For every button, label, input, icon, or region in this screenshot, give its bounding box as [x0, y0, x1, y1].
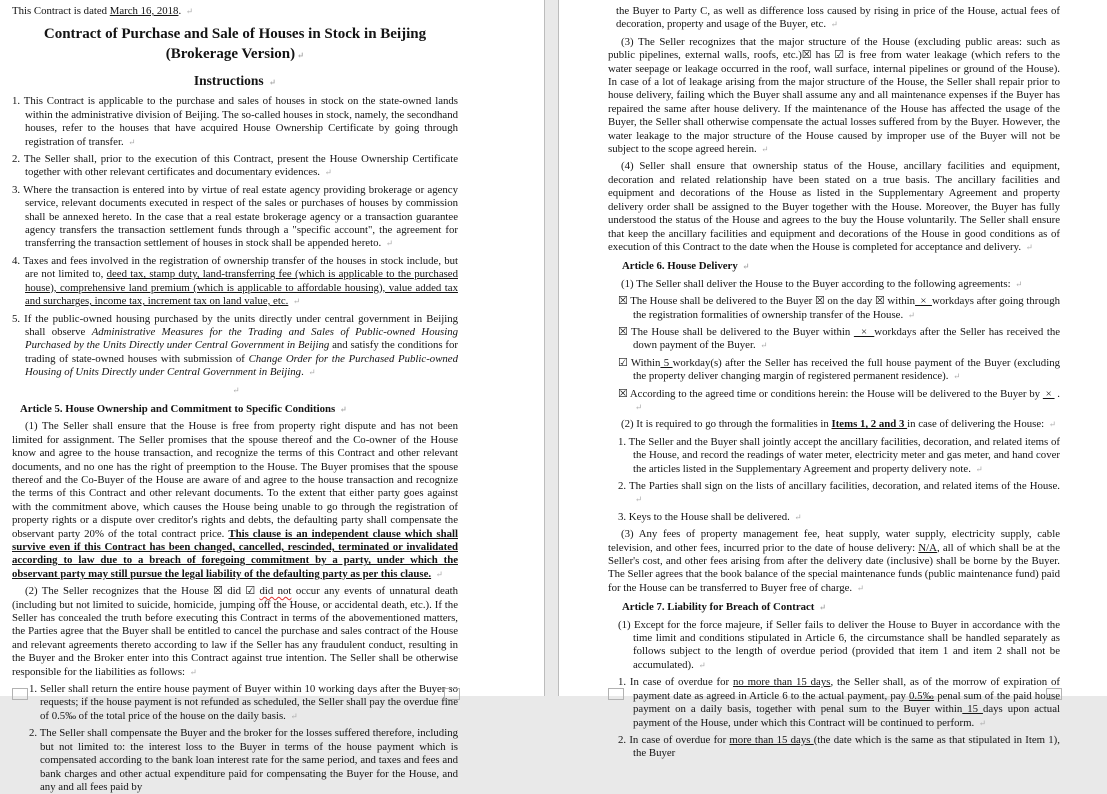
text-run: 3. Keys to the House shall be delivered. — [618, 510, 793, 523]
text-run: 1. The Seller and the Buyer shall jointly accept the ancillary facilities, decoration, and related items of the House, and record the readings of water meter, electricity meter and gas meter, and hand cover the articles listed in the Supplementary Agreement and property delivery note. — [618, 435, 1060, 475]
text-run: 2. The Parties shall sign on the lists of ancillary facilities, decoration, and related items of the House. — [618, 480, 1060, 492]
text-run: ☒ According to the agreed time or conditions herein: the House will be delivered to the Buyer by — [618, 387, 1043, 400]
text-run: 3. Where the transaction is entered into by virtue of real estate agency providing brokerage or agency service, relevant documents executed in respect of the sales or purchases of houses by commission shall be annexed hereto. In the case that a real estate brokerage agency or a transaction guarantee agency transfers the transaction settlement funds through a "specific account", the agreement for transferring the transaction settlement of houses in stock shall be appended hereto. — [12, 183, 458, 250]
text-run: workday(s) after the Seller has received the full house payment of the Buyer (excluding the property deliver changing margin of registered permanent residence). — [633, 356, 1061, 383]
text-run: ☒ The House shall be delivered to the Buyer within — [618, 325, 854, 338]
text-run: Contract of Purchase and Sale of Houses in Stock in Beijing (Brokerage Version) — [43, 26, 427, 63]
text-run: (4) Seller shall ensure that ownership status of the House, ancillary facilities and equipment, decoration and related relationship have been stated on a true basis. The ancillary facilities and equipment and decorations of the House as listed in the Supplementary Agreement and property delivery order shall be assigned to the Buyer together with the House. Moreover, the Buyer has fully understood the status of the House and agrees to the buy the House voluntarily. The Seller shall ensure that keep the ancillary facilities and equipment and decorations of the House in good conditions as of execution of this Contract to the date when the House is completed for acceptance and delivery. — [608, 160, 1060, 253]
overdue-item-1 — [618, 676, 1060, 730]
liability-item-1 — [29, 683, 458, 723]
text-run: Article 5. House Ownership and Commitment to Specific Conditions — [20, 402, 338, 415]
text-run: ☒ The House shall be delivered to the Buyer ☒ on the day ☒ within — [618, 295, 916, 308]
article-7-heading — [608, 601, 1060, 614]
instruction-item-5 — [12, 313, 458, 380]
paragraph-mark: ↵ — [1015, 278, 1023, 289]
paragraph-mark: ↵ — [978, 717, 987, 728]
formality-item-1 — [618, 436, 1060, 476]
paragraph-mark: ↵ — [907, 309, 915, 320]
text-run: Items 1, 2 and 3 — [831, 418, 908, 431]
article-7-para-1 — [618, 619, 1060, 673]
empty-paragraph — [12, 384, 458, 397]
liability-item-2-continuation — [616, 5, 1060, 32]
text-run: (3) Any fees of property management fee, heat supply, water supply, electricity supply, cable television, and other fees, incurred prior to the date of house delivery: — [608, 528, 1060, 554]
text-run: Article 6. House Delivery — [622, 260, 741, 273]
text-run: This Contract is dated — [12, 5, 110, 17]
text-run: in case of delivering the House: — [907, 418, 1047, 431]
article-6-heading — [608, 260, 1060, 273]
text-run: 4. Taxes and fees involved in the registration of ownership transfer of the houses in stock include, but are not limited to, — [12, 254, 458, 281]
text-run: . — [178, 5, 184, 17]
article-5-para-4 — [608, 160, 1060, 254]
paragraph-mark: ↵ — [189, 666, 197, 677]
text-run: the Buyer to Party C, as well as difference loss caused by rising in price of the House, actual fees of decoration, property and usage of the Buyer, etc. — [616, 5, 1060, 31]
text-run: (3) The Seller recognizes that the major structure of the House (excluding public areas: such as public pipelines, external walls, roofs, etc.)☒ has ☑ is free from water leakage (which refers to the water seepage or leakage occurred in the roof, wall surface, internal pipelines or ground of the House). In case of a lot of leakage arising from the major structure of the House, the Seller shall repair prior to house delivery, failing which the Buyer shall assume any and all maintenance expenses if the Buyer has repaired the same after house delivery. If the maintenance of the House has affected the usage of the Buyer, the Seller shall otherwise compensate the actual losses suffered from by the Buyer. However, the water leakage to the major structure of the House caused by improper use of the Buyer will not be subject to the scope agreed herein. — [608, 35, 1060, 156]
text-run: . — [301, 366, 307, 379]
paragraph-mark: ↵ — [856, 582, 864, 593]
paragraph-mark: ↵ — [293, 296, 301, 307]
text-run: Article 7. Liability for Breach of Contract — [622, 601, 818, 614]
text-run: (2) The Seller recognizes that the House ☒ did ☑ — [25, 585, 260, 598]
article-5-para-2 — [12, 585, 458, 679]
text-run: (1) The Seller shall ensure that the House is free from property right dispute and has not been limited for assignment. The Seller promises that the spouse thereof and the Co-owner of the House know and agree to the house transaction, and recognize the terms of this Contract and other relevant documents, and no one has the right of preemption to the House. The Buyer promises that the spouse thereof and the Co-Buyer of the House are aware of and agree to the house transaction and recognize the terms of this Contract and other relevant documents. To the extent that either party goes against with the commitment above, which causes the House being unable to go through the registration of property rights or a dispute over creditor's rights and debts, the defaulting party shall compensate the observant party 20% of the total contract price. — [12, 420, 458, 540]
paragraph-mark: ↵ — [290, 710, 298, 721]
paragraph-mark: ↵ — [297, 50, 305, 61]
text-boundary-mark — [444, 688, 460, 700]
article-6-para-2 — [608, 418, 1060, 431]
text-run: . — [1054, 387, 1060, 400]
text-run: This clause is an independent clause which shall survive even if this Contract has been changed, cancelled, rescinded, terminated or invalidated according to law due to a breach of foregoing commitment by a party, under which the observant party may still pursue the legal liability of the defaulting party as per this clause. — [12, 527, 458, 580]
paragraph-mark: ↵ — [269, 77, 277, 88]
paragraph-mark: ↵ — [308, 367, 316, 378]
text-run: did not — [259, 585, 292, 598]
text-run: 15 — [962, 703, 983, 716]
text-run: ☑ Within — [618, 356, 661, 369]
text-run: occur any events of unnatural death (including but not limited to suicide, homicide, jumping off the House, or accidental death, etc.). If the Seller has concealed the truth before executing this Contract in terms of the abovementioned matters, the Parties agree that the Buyer shall be entitled to cancel the purchase and sales contract of the House and relevant agreements thereto according to law if the Seller has any fraudulent conduct, resulting in the Buyer and the Broker enter into this Contract against true intention. The Seller shall be otherwise responsible for the liabilities as follows: — [12, 585, 459, 678]
text-run: 1. In case of overdue for — [618, 676, 733, 689]
text-run: 1. Seller shall return the entire house payment of Buyer within 10 working days after the Buyer so requests; if the house payment is not refunded as scheduled, the Seller shall pay the overdue fine of 0.5‰ of the total price of the house on the daily basis. — [29, 683, 458, 722]
text-run: 2. The Seller shall, prior to the execution of this Contract, present the House Ownership Certificate together with other relevant certificates and documentary evidences. — [12, 153, 458, 179]
instructions-heading — [12, 72, 458, 91]
paragraph-mark: ↵ — [1025, 241, 1033, 252]
text-run: 2. In case of overdue for — [618, 733, 730, 746]
paragraph-mark: ↵ — [635, 494, 643, 505]
text-run: workdays after the Seller has received the down payment of the Buyer. — [633, 325, 1061, 352]
text-run: 2. The Seller shall compensate the Buyer and the broker for the losses suffered therefore, including but not limited to: the interest loss to the Buyer in terms of the house payment which is compensated according to the bank loan interest rate for the same period, and taxes and fees and bank charges and other actual expenditure paid for compensating the Buyer for the House, and any and all fees paid by — [29, 727, 458, 793]
text-run: × — [915, 295, 932, 308]
instruction-item-3 — [12, 184, 458, 251]
text-run: (1) The Seller shall deliver the House to the Buyer according to the following agreements: — [621, 277, 1014, 290]
formality-item-2 — [618, 480, 1060, 507]
text-run: 1. This Contract is applicable to the purchase and sales of houses in stock on the state-owned lands within the administrative division of Beijing. The so-called houses in stock, namely, the secondhand houses, refer to the houses that have acquired House Ownership Certificate by going through registration of transfer. — [12, 95, 458, 148]
paragraph-mark: ↵ — [830, 19, 838, 30]
instruction-item-4 — [12, 255, 458, 309]
text-run: and satisfy the conditions for trading of state-owned houses with submission of — [25, 339, 459, 365]
instruction-item-2 — [12, 153, 458, 180]
paragraph-mark: ↵ — [953, 371, 961, 382]
paragraph-mark: ↵ — [819, 602, 827, 613]
text-boundary-mark — [1046, 688, 1062, 700]
article-5-para-1 — [12, 420, 458, 581]
paragraph-mark: ↵ — [185, 6, 193, 16]
formality-item-3 — [618, 511, 1060, 524]
text-run: March 16, 2018 — [109, 5, 179, 17]
paragraph-mark: ↵ — [232, 384, 240, 395]
overdue-item-2 — [618, 734, 1060, 761]
article-6-para-3 — [608, 528, 1060, 595]
paragraph-mark: ↵ — [760, 340, 768, 351]
article-6-para-1 — [608, 278, 1060, 291]
text-run: 5 — [660, 356, 673, 369]
delivery-option-1 — [618, 295, 1060, 322]
liability-item-2 — [29, 727, 458, 794]
paragraph-mark: ↵ — [339, 403, 348, 414]
text-run: × — [1042, 387, 1055, 400]
text-run: , all of which shall be at the Seller's cost, and other fees arising from after the delivery date (inclusive) shall be borne by the Buyer. The Seller agrees that the book balance of the special maintenance funds (public maintenance fund) paid for the House can be transferred to Buyer free of charge. — [608, 541, 1060, 594]
paragraph-mark: ↵ — [1048, 419, 1056, 430]
paragraph-mark: ↵ — [698, 659, 706, 670]
article-5-para-3 — [608, 36, 1060, 157]
text-run: 5. If the public-owned housing purchased by the units directly under central government in Beijing shall observe — [12, 312, 458, 338]
paragraph-mark: ↵ — [742, 261, 750, 272]
text-run: no more than 15 days — [732, 676, 831, 689]
paragraph-mark: ↵ — [794, 511, 802, 522]
paragraph-mark: ↵ — [128, 136, 136, 147]
paragraph-mark: ↵ — [975, 463, 983, 474]
paragraph-mark: ↵ — [635, 401, 643, 412]
text-run: Change Order for the Purchased Public-owned Housing of Units Directly under Central Government in Beijing — [25, 352, 458, 379]
delivery-option-3 — [618, 357, 1060, 384]
text-run: (2) It is required to go through the formalities in — [621, 418, 832, 431]
dated-line — [12, 5, 458, 18]
text-run: , the Seller shall, as of the morrow of expiration of payment date as agreed in Article 6 to the actual payment, pay — [633, 676, 1060, 702]
text-run: days upon actual payment of the House, under which this Contract will be continued to perform. — [633, 703, 1060, 729]
delivery-option-2 — [618, 326, 1060, 353]
contract-title — [12, 24, 458, 65]
delivery-option-4 — [618, 388, 1060, 415]
text-run: Administrative Measures for the Trading and Sales of Public-owned Housing Purchased by the Units Directly under Central Government in Beijing — [25, 325, 458, 352]
text-run: (the date which is the same as that stipulated in Item 1), the Buyer — [633, 733, 1060, 760]
text-run: more than 15 days — [729, 733, 814, 746]
text-run: 0.5‰ — [909, 689, 935, 702]
text-run: × — [853, 325, 875, 338]
text-run: N/A — [918, 541, 937, 554]
text-run: penal sum of the paid house payment on a daily basis, together with penal sum to the Buyer within — [633, 689, 1060, 716]
text-boundary-mark — [608, 688, 624, 700]
paragraph-mark: ↵ — [324, 167, 332, 178]
text-run: Instructions — [193, 73, 267, 89]
article-5-heading — [12, 403, 458, 416]
instruction-item-1 — [12, 95, 458, 149]
page-left-text-column — [12, 5, 458, 794]
paragraph-mark: ↵ — [385, 238, 394, 249]
text-boundary-mark — [12, 688, 28, 700]
text-run: (1) Except for the force majeure, if Seller fails to deliver the House to Buyer in accordance with the time limit and conditions stipulated in Article 6, the circumstance shall be handled separately as follows subject to the length of overdue period (provided that item 1 and item 2 shall not be accumulated). — [618, 618, 1060, 671]
paragraph-mark: ↵ — [761, 144, 769, 155]
text-run: workdays after going through the registration formalities of ownership transfer of the House. — [633, 295, 1060, 321]
paragraph-mark: ↵ — [435, 568, 443, 579]
text-run: deed tax, stamp duty, land-transferring fee (which is applicable to the purchased house), comprehensive land premium (which is applicable to affordable housing), value added tax and surcharges, income tax, increment tax on land value, etc. — [25, 268, 458, 308]
page-right-text-column — [608, 5, 1060, 761]
